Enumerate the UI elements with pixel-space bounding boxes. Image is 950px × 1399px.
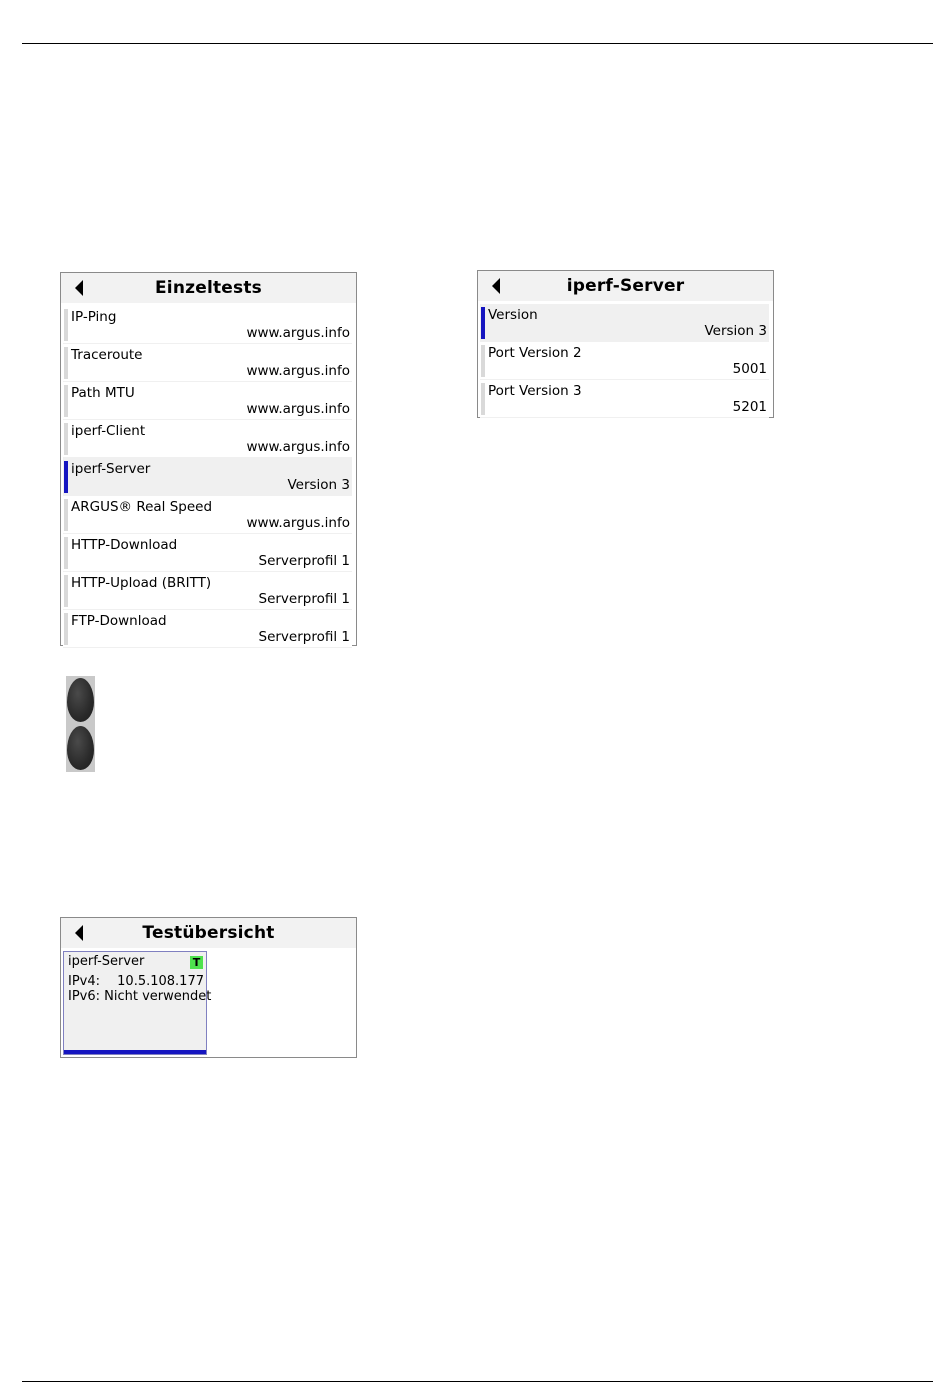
item-value: Serverprofil 1	[258, 553, 350, 569]
navigation-keys-icon	[66, 676, 95, 772]
item-value: Serverprofil 1	[258, 629, 350, 645]
item-marker	[64, 613, 68, 645]
item-label: iperf-Client	[71, 423, 146, 439]
item-marker	[481, 383, 485, 415]
item-marker	[64, 347, 68, 379]
item-label: IP-Ping	[71, 309, 117, 325]
list-item[interactable]	[63, 306, 352, 344]
item-marker	[64, 385, 68, 417]
item-marker	[64, 537, 68, 569]
ipv6-row: IPv6: Nicht verwendet	[68, 989, 212, 1004]
item-label: iperf-Server	[71, 461, 151, 477]
page-bottom-rule	[22, 1381, 933, 1382]
list-item[interactable]	[63, 382, 352, 420]
back-arrow-icon[interactable]	[492, 278, 500, 294]
test-status-badge: T	[190, 956, 203, 969]
ipv4-row	[68, 974, 204, 989]
item-label: FTP-Download	[71, 613, 167, 629]
iperf-server-title: iperf-Server	[566, 276, 685, 296]
item-marker	[64, 423, 68, 455]
item-marker	[64, 575, 68, 607]
einzeltests-title: Einzeltests	[154, 278, 262, 298]
test-tile-iperf-server[interactable]	[63, 951, 212, 1055]
list-item[interactable]	[480, 342, 769, 380]
item-label: Traceroute	[71, 347, 143, 363]
list-item[interactable]	[63, 610, 352, 648]
item-marker	[481, 345, 485, 377]
item-value: 5001	[732, 361, 767, 377]
testuebersicht-title-bar	[61, 918, 356, 948]
selection-marker	[64, 461, 68, 493]
item-marker	[64, 309, 68, 341]
ipv4-label: IPv4:	[68, 974, 101, 989]
ipv4-value: 10.5.108.177	[117, 974, 204, 989]
item-value: www.argus.info	[246, 515, 350, 531]
up-key-icon	[67, 678, 94, 722]
testuebersicht-screen	[60, 917, 357, 1058]
item-label: ARGUS® Real Speed	[71, 499, 213, 515]
item-label: Path MTU	[71, 385, 135, 401]
einzeltests-list	[61, 303, 356, 648]
item-value: 5201	[732, 399, 767, 415]
item-value: www.argus.info	[246, 325, 350, 341]
item-value: www.argus.info	[246, 401, 350, 417]
item-marker	[64, 499, 68, 531]
list-item-selected[interactable]	[63, 458, 352, 496]
list-item[interactable]	[63, 534, 352, 572]
item-label: Port Version 3	[488, 383, 582, 399]
list-item[interactable]	[63, 496, 352, 534]
item-value: Serverprofil 1	[258, 591, 350, 607]
selection-marker	[481, 307, 485, 339]
down-key-icon	[67, 726, 94, 770]
einzeltests-title-bar	[61, 273, 356, 303]
list-item[interactable]	[63, 420, 352, 458]
item-label: Version	[488, 307, 538, 323]
item-label: Port Version 2	[488, 345, 582, 361]
list-item[interactable]	[63, 344, 352, 382]
tile-title: iperf-Server	[68, 954, 145, 969]
item-value: www.argus.info	[246, 363, 350, 379]
list-item[interactable]	[63, 572, 352, 610]
testuebersicht-title: Testübersicht	[142, 923, 275, 943]
item-value: www.argus.info	[246, 439, 350, 455]
iperf-server-title-bar	[478, 271, 773, 301]
iperf-server-list	[478, 301, 773, 418]
item-value: Version 3	[704, 323, 767, 339]
einzeltests-screen	[60, 272, 357, 646]
item-label: HTTP-Download	[71, 537, 178, 553]
iperf-server-screen	[477, 270, 774, 418]
item-label: HTTP-Upload (BRITT)	[71, 575, 212, 591]
list-item[interactable]	[480, 380, 769, 418]
item-value: Version 3	[287, 477, 350, 493]
tile-selection-bar	[64, 1050, 206, 1054]
page-top-rule	[22, 43, 933, 44]
back-arrow-icon[interactable]	[75, 280, 83, 296]
back-arrow-icon[interactable]	[75, 925, 83, 941]
list-item-selected[interactable]	[480, 304, 769, 342]
